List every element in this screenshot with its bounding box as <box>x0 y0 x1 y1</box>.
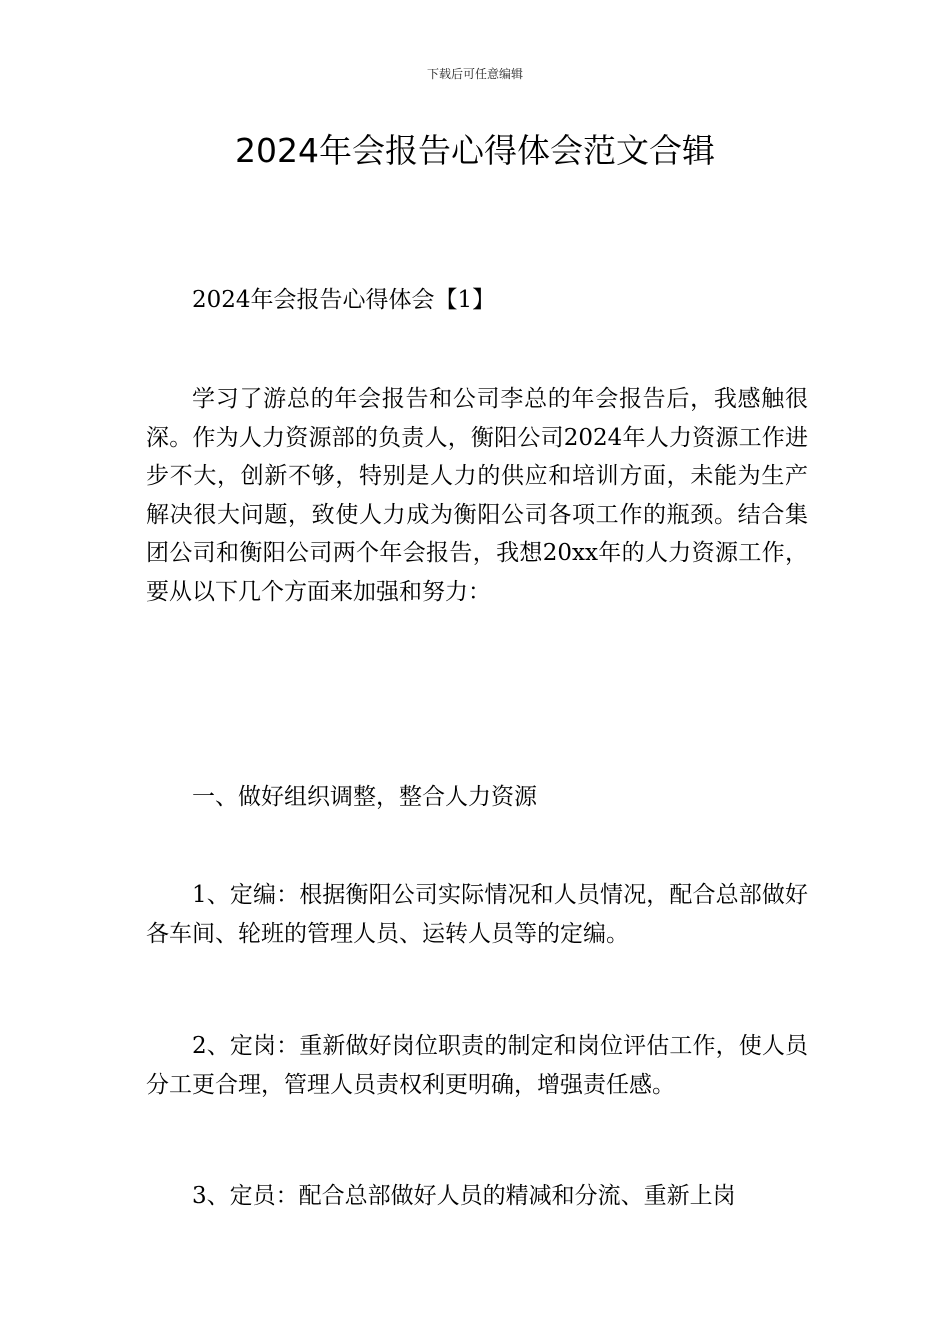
point-3-paragraph: 3、定员：配合总部做好人员的精减和分流、重新上岗 <box>192 1183 736 1209</box>
page-header-note: 下载后可任意编辑 <box>426 67 523 81</box>
section-heading: 2024年会报告心得体会【1】 <box>192 287 496 313</box>
point-one-heading: 一、做好组织调整，整合人力资源 <box>192 784 537 810</box>
point-1-paragraph: 1、定编：根据衡阳公司实际情况和人员情况，配合总部做好各车间、轮班的管理人员、运转人员等的定编。 <box>146 882 808 947</box>
document-title: 2024年会报告心得体会范文合辑 <box>235 131 715 170</box>
intro-paragraph: 学习了游总的年会报告和公司李总的年会报告后，我感触很深。作为人力资源部的负责人，衡阳公司2024年人力资源工作进步不大，创新不够，特别是人力的供应和培训方面，未能为生产解决很大问题，致使人力成为衡阳公司各项工作的瓶颈。结合集团公司和衡阳公司两个年会报告，我想20xx年的人力资源工作，要从以下几个方面来加强和努力： <box>146 386 808 605</box>
point-2-paragraph: 2、定岗：重新做好岗位职责的制定和岗位评估工作，使人员分工更合理，管理人员责权利更明确，增强责任感。 <box>146 1033 808 1098</box>
